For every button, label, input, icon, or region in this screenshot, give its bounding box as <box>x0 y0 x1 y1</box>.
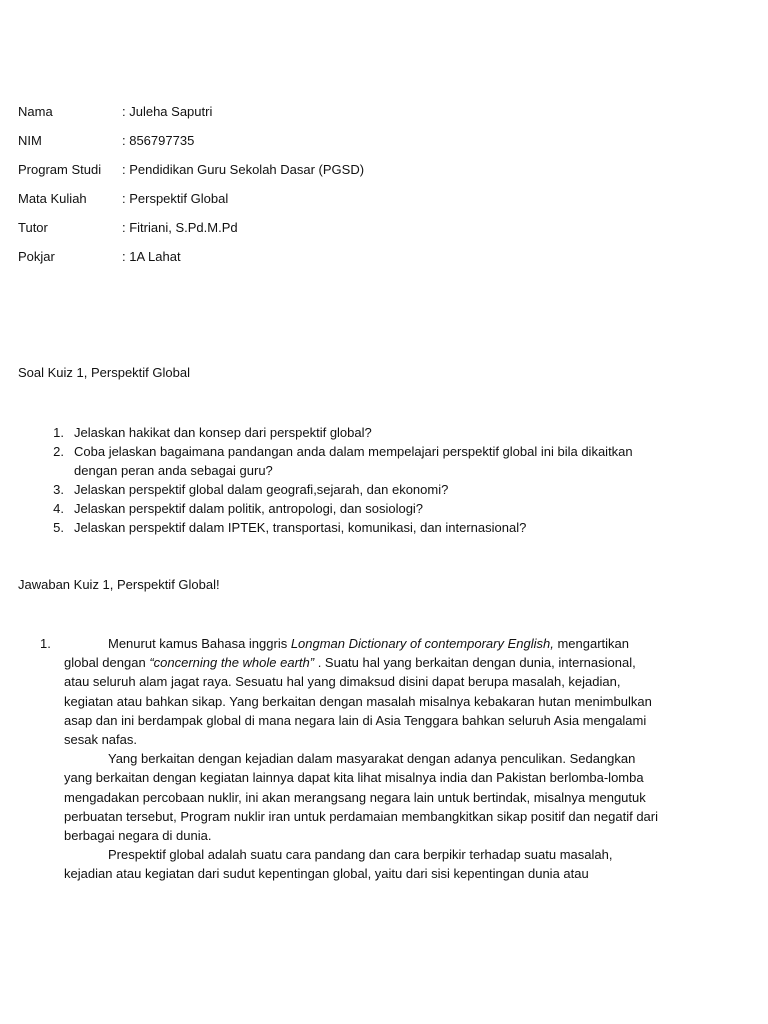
identity-row-mata-kuliah <box>18 191 618 220</box>
question-number: 2. <box>53 444 64 459</box>
question-text: Jelaskan hakikat dan konsep dari perspektif global? <box>74 425 372 440</box>
identity-block <box>18 104 618 278</box>
question-list <box>18 423 638 537</box>
question-text: Jelaskan perspektif global dalam geografi,sejarah, dan ekonomi? <box>74 482 449 497</box>
quoted-phrase: “concerning the whole earth” <box>149 655 315 671</box>
list-item <box>18 518 638 537</box>
identity-row-pokjar <box>18 249 618 278</box>
list-item <box>18 442 638 480</box>
question-text: Coba jelaskan bagaimana pandangan anda dalam mempelajari perspektif global ini bila dikaitkan dengan peran anda sebagai guru? <box>74 444 633 478</box>
answer-text: . Suatu hal yang berkaitan dengan dunia, internasional, atau seluruh alam jagat raya. Sesuatu hal yang dimaksud disini dapat berupa masalah, kejadian, kegiatan atau bahkan sikap. Yang berkaitan dengan masalah misalnya kebakaran hutan menimbulkan asap dan ini berdampak global di mana negara lain di Asia Tenggara bahkan seluruh Asia mengalami sesak nafas. <box>64 655 652 748</box>
answer-text: mengartikan global dengan <box>64 636 629 671</box>
identity-label: Pokjar <box>18 249 55 264</box>
question-number: 4. <box>53 501 64 516</box>
question-number: 3. <box>53 482 64 497</box>
soal-heading: Soal Kuiz 1, Perspektif Global <box>18 365 190 380</box>
book-title: Longman Dictionary of contemporary English, <box>290 636 554 651</box>
list-item <box>18 499 638 518</box>
answer-number: 1. <box>40 636 51 651</box>
answer-text: Prespektif global adalah suatu cara pandang dan cara berpikir terhadap suatu masalah, kejadian atau kegiatan dari sudut kepentingan global, yaitu dari sisi kepentingan dunia atau <box>64 847 613 882</box>
identity-label: NIM <box>18 133 42 148</box>
question-text: Jelaskan perspektif dalam politik, antropologi, dan sosiologi? <box>74 501 424 516</box>
identity-label: Tutor <box>18 220 48 235</box>
identity-value: : Perspektif Global <box>122 191 229 206</box>
identity-label: Nama <box>18 104 53 119</box>
identity-value: : Fitriani, S.Pd.M.Pd <box>122 220 238 235</box>
identity-value: : Pendidikan Guru Sekolah Dasar (PGSD) <box>122 162 365 177</box>
answer-paragraph <box>64 845 664 883</box>
identity-row-nim <box>18 133 618 162</box>
question-text: Jelaskan perspektif dalam IPTEK, transportasi, komunikasi, dan internasional? <box>74 520 527 535</box>
identity-row-nama <box>18 104 618 133</box>
answer-paragraph <box>64 749 664 845</box>
identity-label: Mata Kuliah <box>18 191 87 206</box>
identity-row-program-studi <box>18 162 618 191</box>
jawaban-heading: Jawaban Kuiz 1, Perspektif Global! <box>18 577 220 592</box>
list-item <box>18 480 638 499</box>
identity-row-tutor <box>18 220 618 249</box>
answer-text: Yang berkaitan dengan kejadian dalam masyarakat dengan adanya penculikan. Sedangkan yang berkaitan dengan kegiatan lainnya dapat kita lihat misalnya india dan Pakistan berlomba-lomba mengadakan percobaan nuklir, ini akan merangsang negara lain untuk bertindak, misalnya mengutuk perbuatan tersebut, Program nuklir iran untuk perdamaian membangkitkan sikap positif dan negatif dari berbagai negara di dunia. <box>64 751 659 844</box>
identity-label: Program Studi <box>18 162 102 177</box>
answer-paragraph <box>64 634 664 749</box>
question-number: 5. <box>53 520 64 535</box>
answer-body <box>64 634 664 884</box>
list-item <box>18 423 638 442</box>
identity-value: : 1A Lahat <box>122 249 181 264</box>
question-number: 1. <box>53 425 64 440</box>
identity-value: : Juleha Saputri <box>122 104 213 119</box>
answer-text: Menurut kamus Bahasa inggris <box>108 636 291 651</box>
identity-value: : 856797735 <box>122 133 195 148</box>
